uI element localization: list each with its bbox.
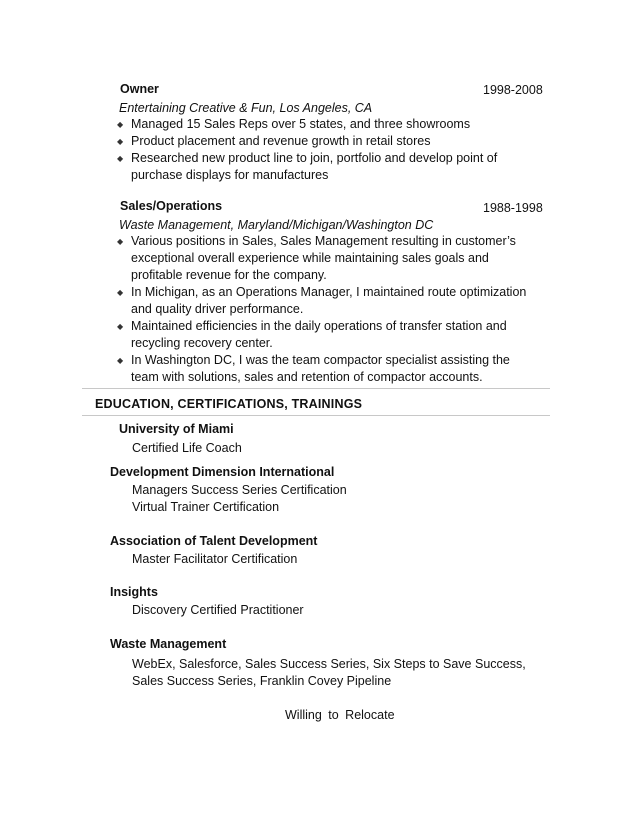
job-title: Owner	[120, 82, 159, 96]
education-org: Insights	[110, 585, 158, 599]
list-item	[117, 318, 526, 352]
education-org: University of Miami	[119, 422, 234, 436]
divider	[82, 415, 550, 416]
list-item	[117, 133, 497, 150]
bullet-icon: ◆	[117, 288, 124, 297]
education-detail: Discovery Certified Practitioner	[132, 603, 304, 617]
education-org: Development Dimension International	[110, 465, 335, 479]
education-detail: Master Facilitator Certification	[132, 552, 298, 566]
list-item	[117, 150, 511, 184]
education-org: Waste Management	[110, 637, 227, 651]
education-detail: Certified Life Coach	[132, 441, 242, 455]
bullet-text: In Washington DC, I was the team compactor specialist assisting the team with solutions, sales and retention of compactor accounts.	[131, 353, 510, 384]
bullet-icon: ◆	[117, 154, 124, 163]
list-item	[117, 233, 539, 284]
bullet-text: Maintained efficiencies in the daily operations of transfer station and recycling recovery center.	[131, 319, 507, 350]
bullet-text: In Michigan, as an Operations Manager, I maintained route optimization and quality driver performance.	[131, 285, 527, 316]
bullet-icon: ◆	[117, 237, 124, 246]
bullet-icon: ◆	[117, 356, 124, 365]
bullet-icon: ◆	[117, 120, 124, 129]
bullet-text: Researched new product line to join, portfolio and develop point of purchase displays for manufactures	[131, 151, 498, 182]
job-dates: 1988-1998	[483, 201, 543, 215]
job-company: Waste Management, Maryland/Michigan/Washington DC	[119, 218, 434, 232]
bullet-icon: ◆	[117, 322, 124, 331]
job-dates: 1998-2008	[483, 83, 543, 97]
list-item	[117, 116, 497, 133]
job-company: Entertaining Creative & Fun, Los Angeles, CA	[119, 101, 373, 115]
section-heading: EDUCATION, CERTIFICATIONS, TRAININGS	[95, 397, 363, 411]
list-item	[117, 284, 543, 318]
education-detail: WebEx, Salesforce, Sales Success Series, Six Steps to Save Success,	[132, 657, 526, 671]
relocation-note: Willing to Relocate	[285, 708, 395, 722]
education-org: Association of Talent Development	[110, 534, 318, 548]
list-item	[117, 352, 521, 386]
education-detail: Sales Success Series, Franklin Covey Pipeline	[132, 674, 392, 688]
bullet-icon: ◆	[117, 137, 124, 146]
job-title: Sales/Operations	[120, 199, 223, 213]
job-bullet-list	[117, 116, 497, 184]
bullet-text: Product placement and revenue growth in retail stores	[131, 134, 431, 148]
bullet-text: Various positions in Sales, Sales Management resulting in customer’s exceptional overall experience while maintaining sales goals and profitable revenue for the company.	[131, 234, 516, 282]
divider	[82, 388, 550, 389]
bullet-text: Managed 15 Sales Reps over 5 states, and three showrooms	[131, 117, 471, 131]
job-bullet-list	[117, 233, 537, 386]
education-detail: Virtual Trainer Certification	[132, 500, 280, 514]
education-detail: Managers Success Series Certification	[132, 483, 347, 497]
